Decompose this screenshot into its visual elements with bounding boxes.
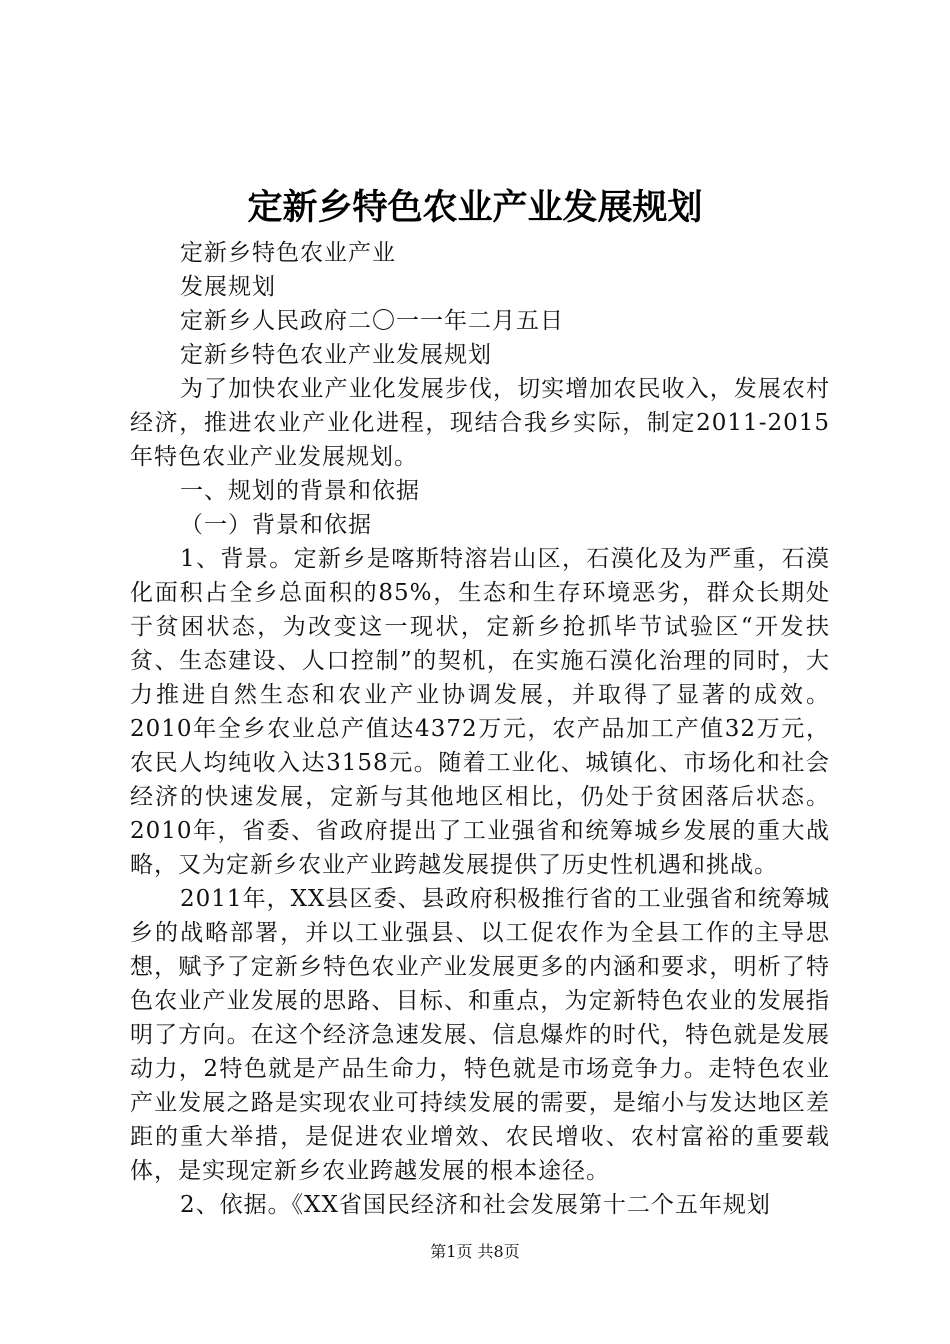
page-number-footer: 第1页 共8页: [430, 1242, 520, 1261]
document-body: [130, 236, 830, 1222]
issuer-date-line: 定新乡人民政府二〇一一年二月五日: [180, 308, 564, 334]
intro-paragraph: 为了加快农业产业化发展步伐，切实增加农民收入，发展农村经济，推进农业产业化进程，现结合我乡实际，制定2011-2015年特色农业产业发展规划。: [130, 376, 830, 470]
basis-paragraph: 2、依据。《XX省国民经济和社会发展第十二个五年规划: [180, 1192, 771, 1218]
heading-line-2: 发展规划: [180, 274, 276, 300]
background-paragraph: 1、背景。定新乡是喀斯特溶岩山区，石漠化及为严重，石漠化面积占全乡总面积的85%，生态和生存环境恶劣，群众长期处于贫困状态，为改变这一现状，定新乡抢抓毕节试验区“开发扶贫、生态建设、人口控制”的契机，在实施石漠化治理的同时，大力推进自然生态和农业产业协调发展，并取得了显著的成效。2010年全乡农业总产值达4372万元，农产品加工产值32万元，农民人均纯收入达3158元。随着工业化、城镇化、市场化和社会经济的快速发展，定新与其他地区相比，仍处于贫困落后状态。2010年，省委、省政府提出了工业强省和统筹城乡发展的重大战略，又为定新乡农业产业跨越发展提供了历史性机遇和挑战。: [130, 546, 830, 878]
subsection-heading: （一）背景和依据: [180, 512, 372, 538]
document-title: 定新乡特色农业产业发展规划: [247, 188, 703, 228]
subtitle-line: 定新乡特色农业产业发展规划: [180, 342, 492, 368]
heading-line-1: 定新乡特色农业产业: [180, 240, 396, 266]
strategy-paragraph: 2011年，XX县区委、县政府积极推行省的工业强省和统筹城乡的战略部署，并以工业强县、以工促农作为全县工作的主导思想，赋予了定新乡特色农业产业发展更多的内涵和要求，明析了特色农业产业发展的思路、目标、和重点，为定新特色农业的发展指明了方向。在这个经济急速发展、信息爆炸的时代，特色就是发展动力，2特色就是产品生命力，特色就是市场竞争力。走特色农业产业发展之路是实现农业可持续发展的需要，是缩小与发达地区差距的重大举措，是促进农业增效、农民增收、农村富裕的重要载体，是实现定新乡农业跨越发展的根本途径。: [130, 886, 830, 1184]
section-heading: 一、规划的背景和依据: [180, 478, 420, 504]
